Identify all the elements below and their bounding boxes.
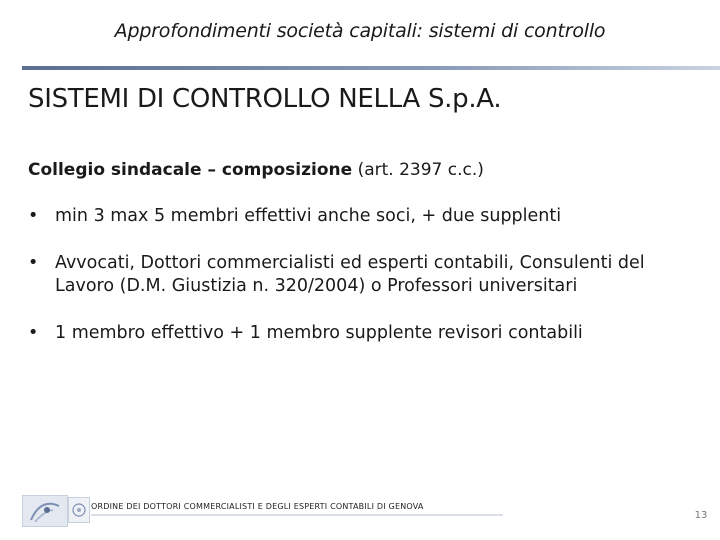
bullet-item (28, 322, 708, 345)
header-rule (22, 66, 720, 70)
bullet-icon: • (28, 323, 39, 343)
slide-title: SISTEMI DI CONTROLLO NELLA S.p.A. (28, 84, 502, 114)
footer (22, 495, 502, 523)
bullet-icon: • (28, 253, 39, 273)
seal-logo-icon (68, 497, 90, 523)
bullet-list (28, 205, 708, 345)
bullet-text: 1 membro effettivo + 1 membro supplente revisori contabili (55, 323, 583, 343)
bullet-item (28, 205, 708, 228)
footer-organization: ORDINE DEI DOTTORI COMMERCIALISTI E DEGLI ESPERTI CONTABILI DI GENOVA (91, 502, 424, 511)
subheading-bold: Collegio sindacale – composizione (28, 160, 353, 180)
subheading (28, 160, 484, 180)
bullet-item (28, 252, 708, 298)
page-number: 13 (694, 510, 708, 521)
footer-rule (91, 514, 503, 516)
lantern-logo-icon (22, 495, 68, 527)
bullet-text: min 3 max 5 membri effettivi anche soci, + due supplenti (55, 206, 562, 226)
subheading-ref: (art. 2397 c.c.) (352, 160, 484, 180)
header-title: Approfondimenti società capitali: sistemi di controllo (114, 20, 606, 42)
bullet-icon: • (28, 206, 39, 226)
bullet-text: Avvocati, Dottori commercialisti ed esperti contabili, Consulenti del Lavoro (D.M. Giustizia n. 320/2004) o Professori universitari (55, 253, 645, 296)
